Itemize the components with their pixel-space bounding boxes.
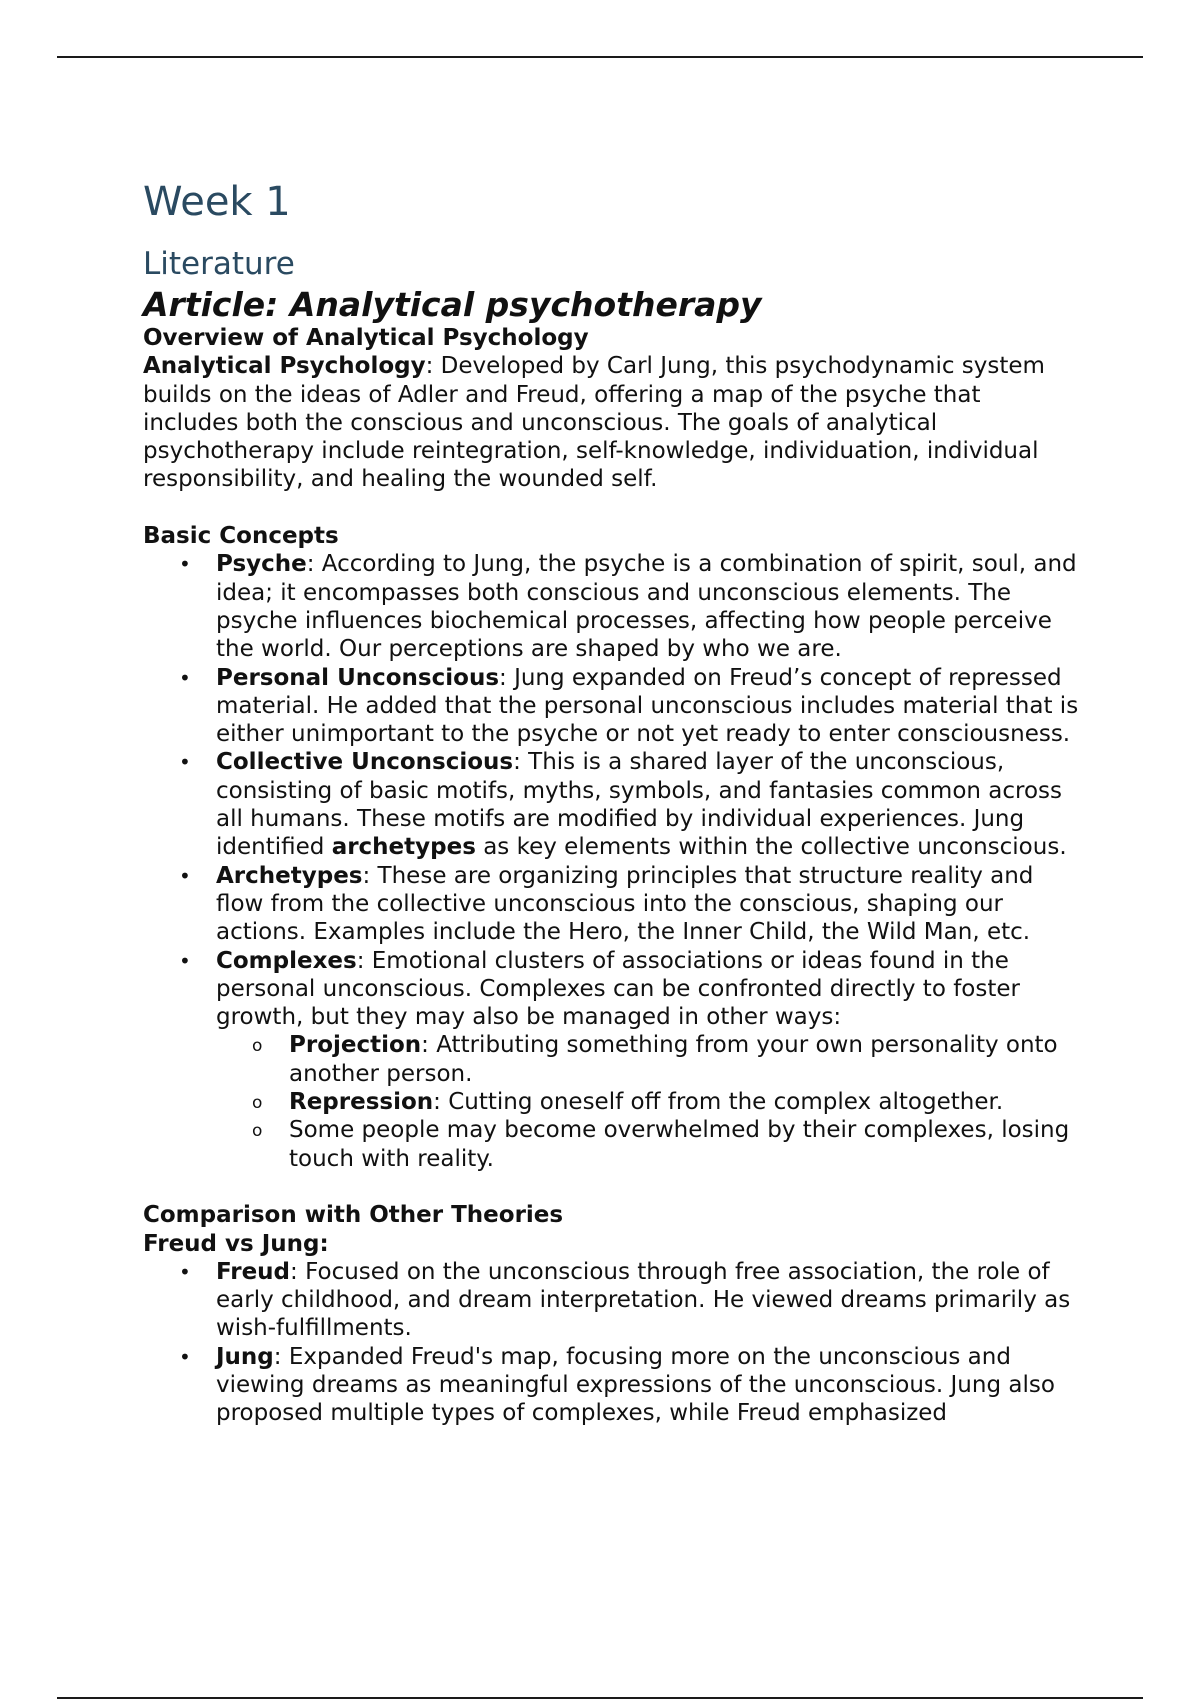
list-item <box>143 1343 1083 1428</box>
item-text: : Expanded Freud's map, focusing more on the unconscious and viewing dreams as meaningful expressions of the unconscious. Jung also proposed multiple types of complexes, while Freud emphasized <box>216 1343 1055 1427</box>
subitem-text: : Cutting oneself off from the complex altogether. <box>433 1089 1004 1116</box>
list-item <box>143 862 1083 947</box>
comparison-list <box>143 1258 1083 1428</box>
item-text: : This is a shared layer of the unconscious, consisting of basic motifs, myths, symbols, and fantasies common across all humans. These motifs are modified by individual experiences. Jung identified <box>216 749 1063 861</box>
basic-concepts-list <box>143 550 1083 1173</box>
header-rule <box>57 56 1143 58</box>
item-term: Complexes <box>216 947 357 974</box>
subitem-text: : Attributing something from your own personality onto another person. <box>289 1032 1058 1087</box>
bullet-icon: • <box>179 863 191 888</box>
complexes-sublist <box>216 1031 1083 1172</box>
sub-list-item <box>216 1088 1083 1116</box>
overview-paragraph <box>143 352 1083 493</box>
page-heading: Week 1 <box>143 179 291 225</box>
subitem-term: Projection <box>289 1032 422 1059</box>
bullet-icon: • <box>179 948 191 973</box>
bullet-icon: • <box>179 750 191 775</box>
item-text: as key elements within the collective unconscious. <box>475 834 1067 861</box>
item-text: : Focused on the unconscious through free association, the role of early childhood, and dream interpretation. He viewed dreams primarily as wish-fulfillments. <box>216 1258 1071 1342</box>
list-item <box>143 748 1083 861</box>
item-text: : Jung expanded on Freud’s concept of repressed material. He added that the personal unconscious includes material that is either unimportant to the psyche or not yet ready to enter consciousness. <box>216 664 1079 748</box>
subitem-term: Repression <box>289 1089 434 1116</box>
list-item <box>143 1258 1083 1343</box>
bullet-icon: • <box>179 1344 191 1369</box>
footer-rule <box>57 1697 1143 1699</box>
bullet-icon: • <box>179 1259 191 1284</box>
item-term: Psyche <box>216 551 307 578</box>
circle-bullet-icon: o <box>252 1121 263 1142</box>
overview-text: : Developed by Carl Jung, this psychodynamic system builds on the ideas of Adler and Freud, offering a map of the psyche that includes both the conscious and unconscious. The goals of analytical psychotherapy include reintegration, self-knowledge, individuation, individual responsibility, and healing the wounded self. <box>143 353 1045 493</box>
item-term: Freud <box>216 1258 291 1285</box>
sub-list-item <box>216 1116 1083 1173</box>
page-content <box>143 180 1083 1428</box>
inline-term: archetypes <box>331 834 476 861</box>
section-heading: Literature <box>143 246 295 282</box>
item-text: : According to Jung, the psyche is a combination of spirit, soul, and idea; it encompasses both conscious and unconscious elements. The psyche influences biochemical processes, affecting how people perceive the world. Our perceptions are shaped by who we are. <box>216 551 1077 663</box>
list-item <box>143 550 1083 663</box>
spacer <box>143 1173 1083 1201</box>
circle-bullet-icon: o <box>252 1093 263 1114</box>
sub-list-item <box>216 1031 1083 1088</box>
list-item <box>143 664 1083 749</box>
bullet-icon: • <box>179 665 191 690</box>
bullet-icon: • <box>179 552 191 577</box>
circle-bullet-icon: o <box>252 1036 263 1057</box>
list-item <box>143 947 1083 1173</box>
basic-concepts-title: Basic Concepts <box>143 523 339 550</box>
item-term: Collective Unconscious <box>216 749 514 776</box>
item-term: Jung <box>216 1343 274 1370</box>
subitem-text: Some people may become overwhelmed by their complexes, losing touch with reality. <box>289 1117 1070 1172</box>
item-text: : Emotional clusters of associations or ideas found in the personal unconscious. Complexes can be confronted directly to foster growth, but they may also be managed in other ways: <box>216 947 1020 1031</box>
comparison-subtitle: Freud vs Jung: <box>143 1230 329 1257</box>
comparison-title: Comparison with Other Theories <box>143 1202 564 1229</box>
overview-title: Overview of Analytical Psychology <box>143 325 589 351</box>
item-term: Archetypes <box>216 862 363 889</box>
overview-term: Analytical Psychology <box>143 353 426 380</box>
spacer <box>143 494 1083 522</box>
item-text: : These are organizing principles that structure reality and flow from the collective unconscious into the conscious, shaping our actions. Examples include the Hero, the Inner Child, the Wild Man, etc. <box>216 862 1034 946</box>
item-term: Personal Unconscious <box>216 664 500 691</box>
article-title: Article: Analytical psychotherapy <box>143 285 762 324</box>
